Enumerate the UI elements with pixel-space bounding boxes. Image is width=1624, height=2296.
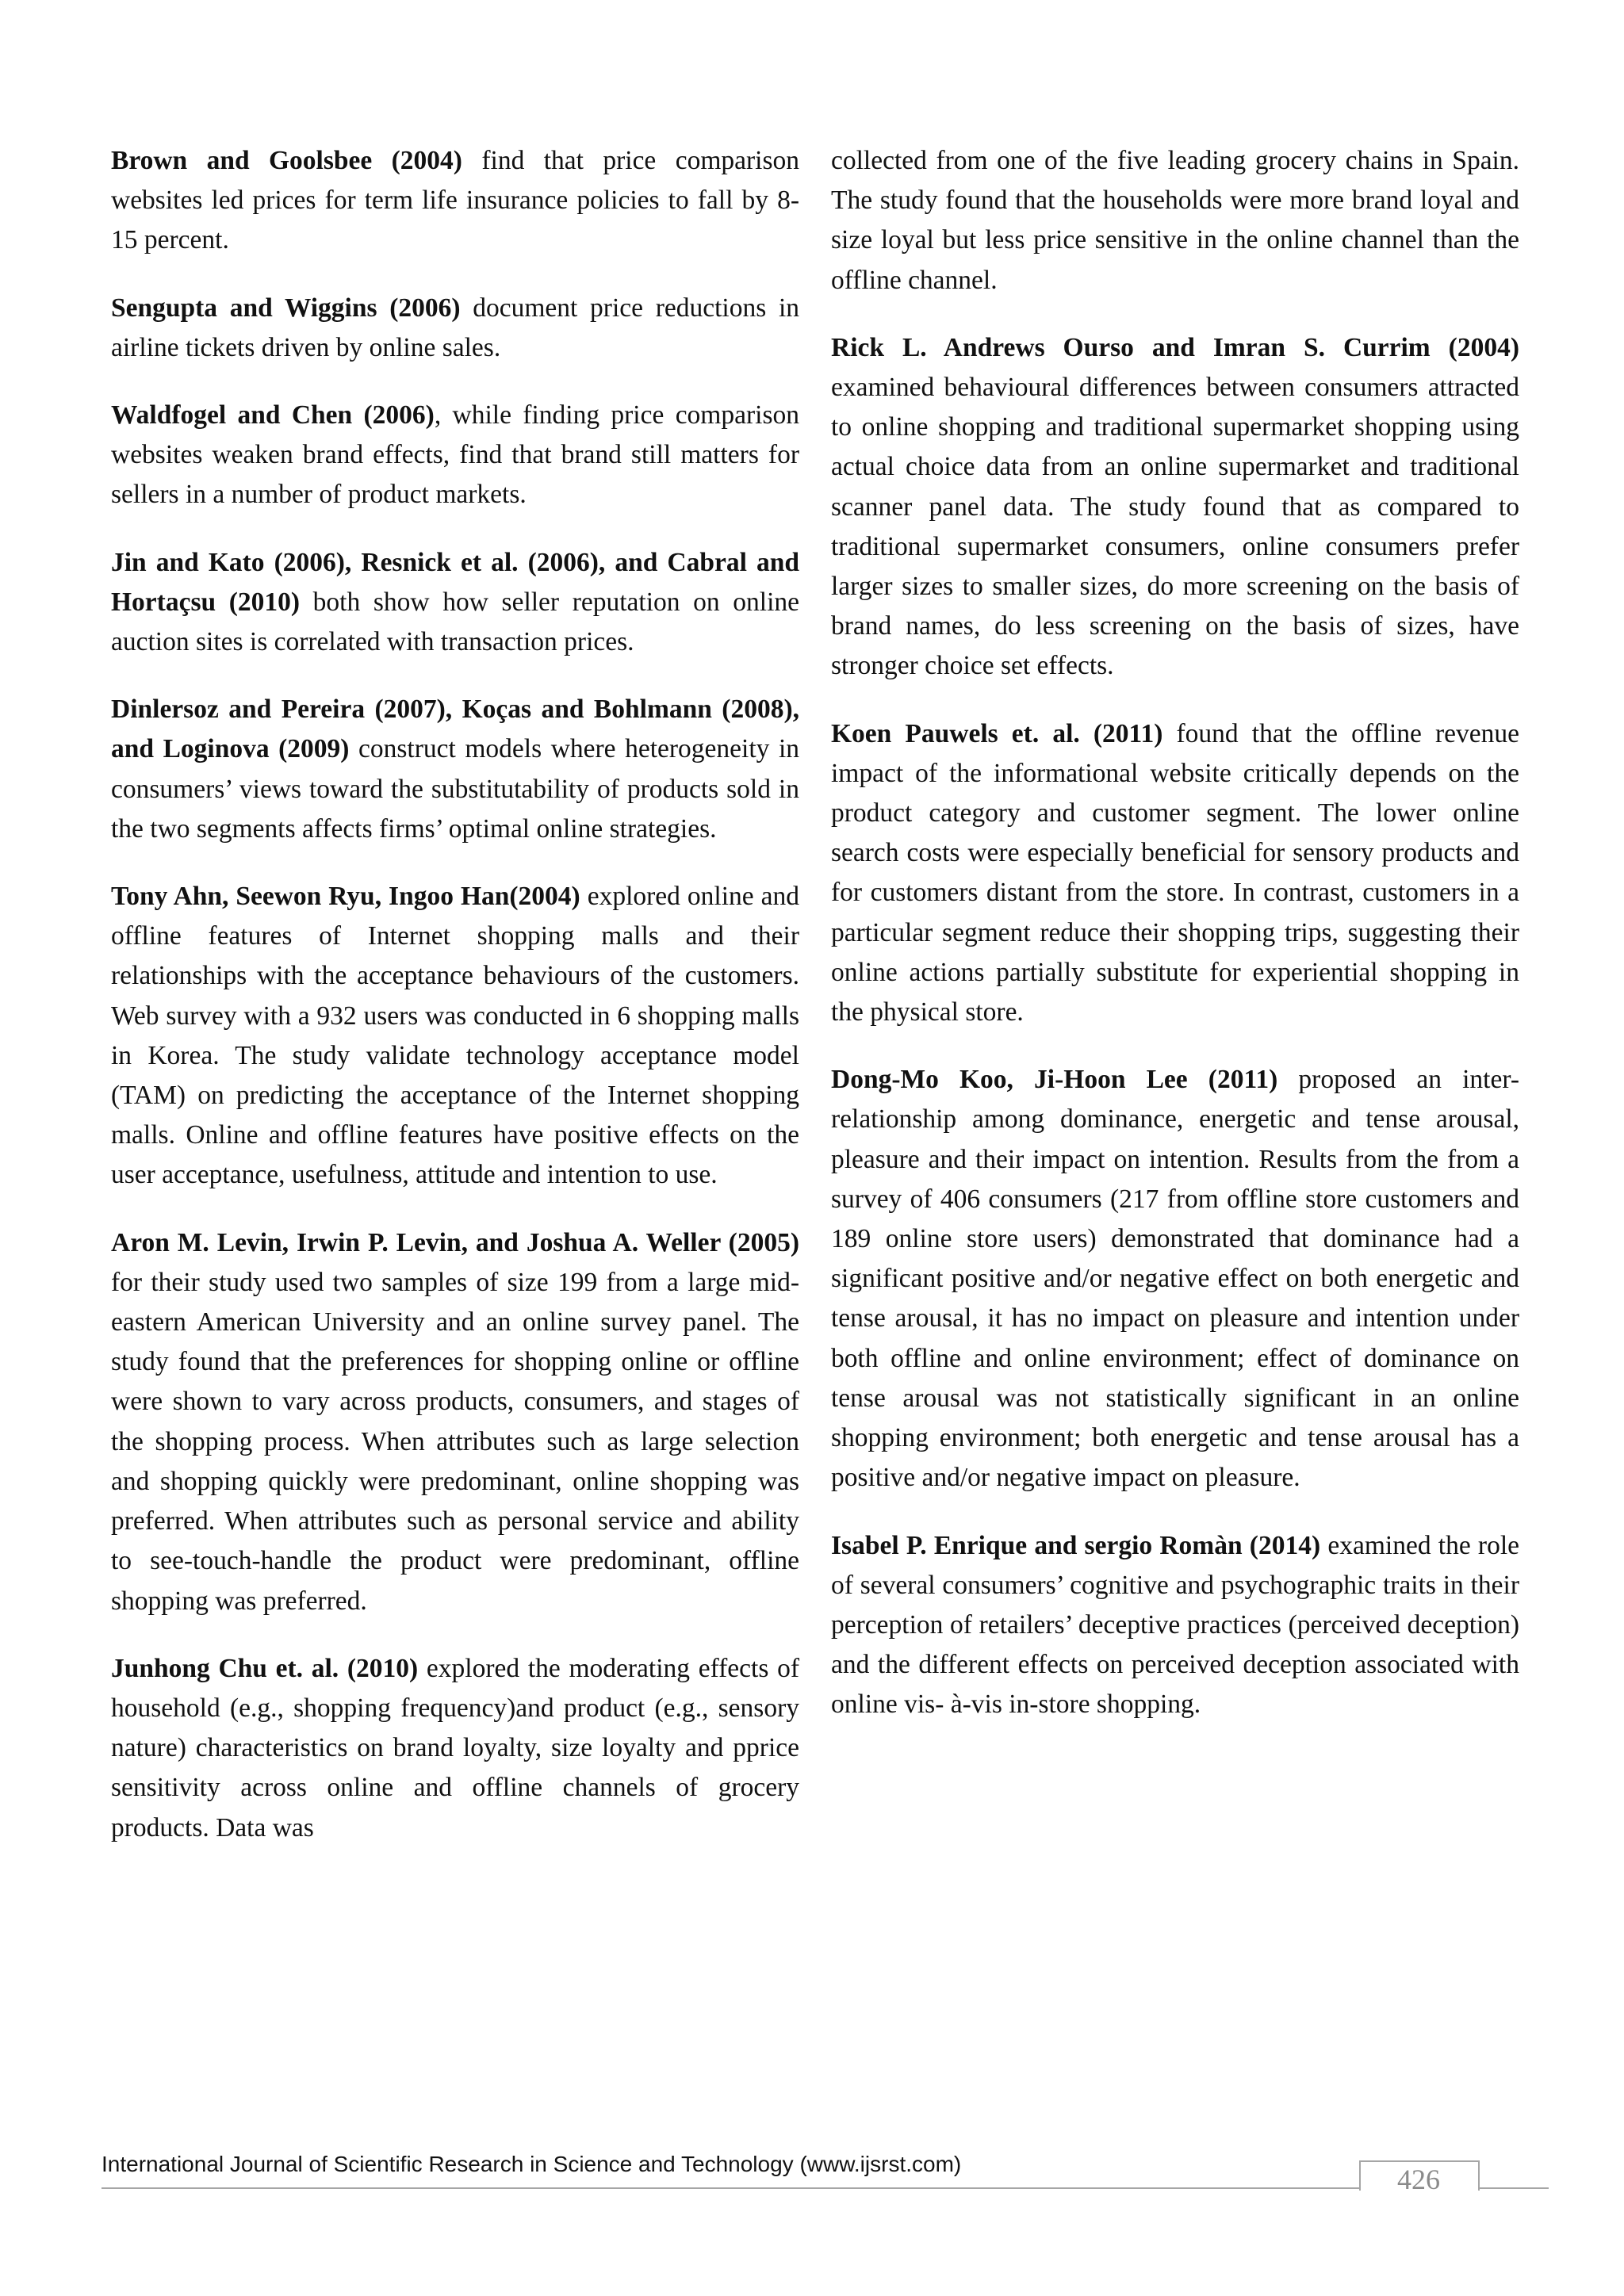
paragraph-text: examined the role of several consumers’ cognitive and psychographic traits in their perception of retailers’ deceptive practices (perceived deception) and the different effects on perceived deception associated with online vis- à-vis in-store shopping. <box>831 1530 1520 1720</box>
footer-divider <box>102 2187 1549 2189</box>
paragraph-text: explored online and offline features of Internet shopping malls and their relationships with the acceptance behaviours of the customers. Web survey with a 932 users was conducted in 6 shopping malls in Korea. The study validate technology acceptance model (TAM) on predicting the acceptance of the Internet shopping malls. Online and offline features have positive effects on the user acceptance, usefulness, attitude and intention to use. <box>111 882 799 1190</box>
paragraph <box>831 1060 1519 1498</box>
citation-author: Koen Pauwels et. al. (2011) <box>831 718 1163 748</box>
paragraph-text: explored the moderating effects of household (e.g., shopping frequency)and product (e.g., sensory nature) characteristics on brand loyalty, size loyalty and pprice sensitivity across online and offline channels of grocery products. Data was <box>111 1653 799 1843</box>
citation-author: Isabel P. Enrique and sergio Romàn (2014) <box>831 1530 1321 1560</box>
paragraph <box>831 328 1519 687</box>
paragraph <box>111 141 799 261</box>
citation-author: Tony Ahn, Seewon Ryu, Ingoo Han(2004) <box>111 882 580 912</box>
paragraph <box>111 396 799 515</box>
citation-author: Dong-Mo Koo, Ji-Hoon Lee (2011) <box>831 1065 1278 1095</box>
citation-author: Brown and Goolsbee (2004) <box>111 146 462 175</box>
paragraph <box>111 690 799 849</box>
left-column <box>111 141 799 1876</box>
right-column <box>831 141 1519 1753</box>
paragraph-text: collected from one of the five leading grocery chains in Spain. The study found that the households were more brand loyal and size loyal but less price sensitive in the online channel than the offline channel. <box>831 146 1519 295</box>
citation-author: Junhong Chu et. al. (2010) <box>111 1653 419 1683</box>
citation-author: Aron M. Levin, Irwin P. Levin, and Joshua A. Weller (2005) <box>111 1227 799 1257</box>
citation-author: Waldfogel and Chen (2006) <box>111 400 435 430</box>
paragraph-text: construct models where heterogeneity in consumers’ views toward the substitutability of products sold in the two segments affects firms’ optimal online strategies. <box>111 734 799 844</box>
paragraph <box>111 1649 799 1848</box>
paragraph-text: for their study used two samples of size 199 from a large mid-eastern American University and an online survey panel. The study found that the preferences for shopping online or offline were shown to vary across products, consumers, and stages of the shopping process. When attributes such as large selection and shopping quickly were predominant, online shopping was preferred. When attributes such as personal service and ability to see-touch-handle the product were predominant, offline shopping was preferred. <box>111 1267 799 1616</box>
paragraph-text: document price reductions in airline tickets driven by online sales. <box>111 293 799 362</box>
paragraph <box>831 1526 1519 1725</box>
paragraph-text: find that price comparison websites led prices for term life insurance policies to fall by 8-15 percent. <box>111 146 799 255</box>
paragraph-text: proposed an inter-relationship among dominance, energetic and tense arousal, pleasure and their impact on intention. Results from the from a survey of 406 consumers (217 from offline store customers and 189 online store users) demonstrated that dominance had a significant positive and/or negative effect on both energetic and tense arousal, it has no impact on pleasure and intention under both offline and online environment; effect of dominance on tense arousal was not statistically significant in an online shopping environment; both energetic and tense arousal has a positive and/or negative impact on pleasure. <box>831 1065 1519 1493</box>
paragraph <box>831 714 1519 1033</box>
paragraph-text: , while finding price comparison websites weaken brand effects, find that brand still matters for sellers in a number of product markets. <box>111 400 799 510</box>
paragraph <box>111 877 799 1196</box>
paragraph <box>111 289 799 368</box>
paragraph-text: examined behavioural differences between consumers attracted to online shopping and traditional supermarket shopping using actual choice data from an online supermarket and traditional scanner panel data. The study found that as compared to traditional supermarket consumers, online consumers prefer larger sizes to smaller sizes, do more screening on the basis of brand names, do less screening on the basis of sizes, have stronger choice set effects. <box>831 373 1519 681</box>
journal-footer: International Journal of Scientific Research in Science and Technology (www.ijsrst.com) <box>102 2152 962 2176</box>
paragraph <box>831 141 1519 300</box>
citation-author: Rick L. Andrews Ourso and Imran S. Currim (2004) <box>831 332 1519 362</box>
citation-author: Dinlersoz and Pereira (2007), Koças and Bohlmann (2008), and Loginova (2009) <box>111 695 799 764</box>
paragraph-text: found that the offline revenue impact of the informational website critically depends on the product category and customer segment. The lower online search costs were especially beneficial for sensory products and for customers distant from the store. In contrast, customers in a particular segment reduce their shopping trips, suggesting their online actions partially substitute for experiential shopping in the physical store. <box>831 718 1519 1027</box>
page-number: 426 <box>1397 2164 1440 2195</box>
citation-author: Sengupta and Wiggins (2006) <box>111 293 461 323</box>
citation-author: Jin and Kato (2006), Resnick et al. (2006), and Cabral and Hortaçsu (2010) <box>111 547 799 617</box>
paragraph-text: both show how seller reputation on online auction sites is correlated with transaction prices. <box>111 587 799 657</box>
paragraph <box>111 543 799 663</box>
paragraph <box>111 1223 799 1621</box>
